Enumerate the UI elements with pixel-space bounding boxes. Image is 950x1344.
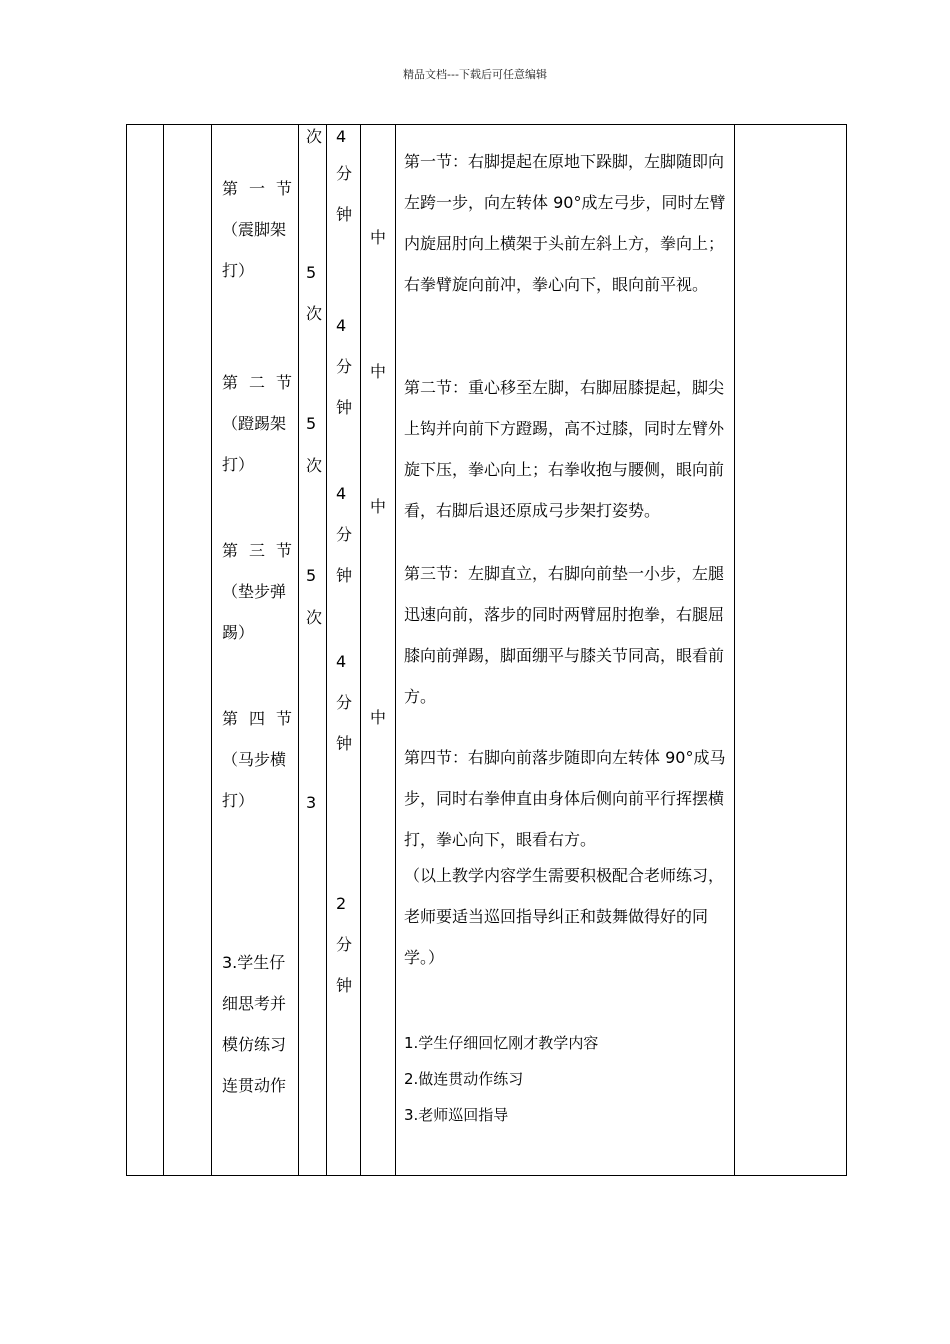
column-divider: [326, 124, 327, 1176]
intensity-cell: 中: [370, 708, 387, 727]
time-cell: 钟: [336, 734, 353, 753]
section-3-description: 第三节：左脚直立，右脚向前垫一小步，左腿迅速向前，落步的同时两臂屈肘抱拳，右腿屈膝向前弹踢，脚面绷平与膝关节同高，眼看前方。: [404, 564, 725, 706]
column-divider: [360, 124, 361, 1176]
intensity-cell: 中: [370, 228, 387, 247]
practice-steps: [404, 1025, 598, 1133]
list-item: 3.老师巡回指导: [404, 1106, 509, 1124]
time-cell: 分: [336, 935, 353, 954]
time-cell: 2: [336, 894, 347, 913]
time-cell: 4: [336, 652, 347, 671]
column-divider: [734, 124, 735, 1176]
count-cell: 5: [306, 414, 317, 433]
column-divider: [211, 124, 212, 1176]
time-cell: 分: [336, 525, 353, 544]
time-cell: 钟: [336, 398, 353, 417]
time-cell: 分: [336, 164, 353, 183]
student-practice-item: 3.学生仔 细思考并 模仿练习 连贯动作: [222, 953, 287, 1095]
time-cell: 4: [336, 484, 347, 503]
time-cell: 4: [336, 127, 347, 146]
list-item: 1.学生仔细回忆刚才教学内容: [404, 1034, 599, 1052]
time-cell: 4: [336, 316, 347, 335]
section-2-description: 第二节：重心移至左脚，右脚屈膝提起，脚尖上钩并向前下方蹬踢，高不过膝，同时左臂外旋下压，拳心向上；右拳收抱与腰侧，眼向前看，右脚后退还原成弓步架打姿势。: [404, 378, 725, 520]
time-cell: 分: [336, 693, 353, 712]
section-1-description: 第一节：右脚提起在原地下跺脚，左脚随即向左跨一步，向左转体 90°成左弓步，同时左臂内旋屈肘向上横架于头前左斜上方，拳向上；右拳臂旋向前冲，拳心向下，眼向前平视。: [404, 152, 726, 294]
time-cell: 钟: [336, 205, 353, 224]
page-header: 精品文档---下载后可任意编辑: [403, 68, 547, 81]
count-cell: 次: [306, 608, 323, 627]
column-divider: [298, 124, 299, 1176]
count-cell: 次: [306, 456, 323, 475]
count-cell: 3: [306, 793, 317, 812]
column-divider: [395, 124, 396, 1176]
count-cell: 5: [306, 566, 317, 585]
intensity-cell: 中: [370, 497, 387, 516]
count-cell: 次: [306, 127, 323, 146]
time-cell: 分: [336, 357, 353, 376]
time-cell: 钟: [336, 566, 353, 585]
count-cell: 次: [306, 304, 323, 323]
count-cell: 5: [306, 263, 317, 282]
list-item: 2.做连贯动作练习: [404, 1070, 524, 1088]
section-4-description: 第四节：右脚向前落步随即向左转体 90°成马步，同时右拳伸直由身体后侧向前平行挥摆横打，拳心向下，眼看右方。: [404, 748, 726, 849]
time-cell: 钟: [336, 976, 353, 995]
column-divider: [163, 124, 164, 1176]
intensity-cell: 中: [370, 362, 387, 381]
teaching-note: （以上教学内容学生需要积极配合老师练习，老师要适当巡回指导纠正和鼓舞做得好的同学。）: [404, 866, 725, 967]
